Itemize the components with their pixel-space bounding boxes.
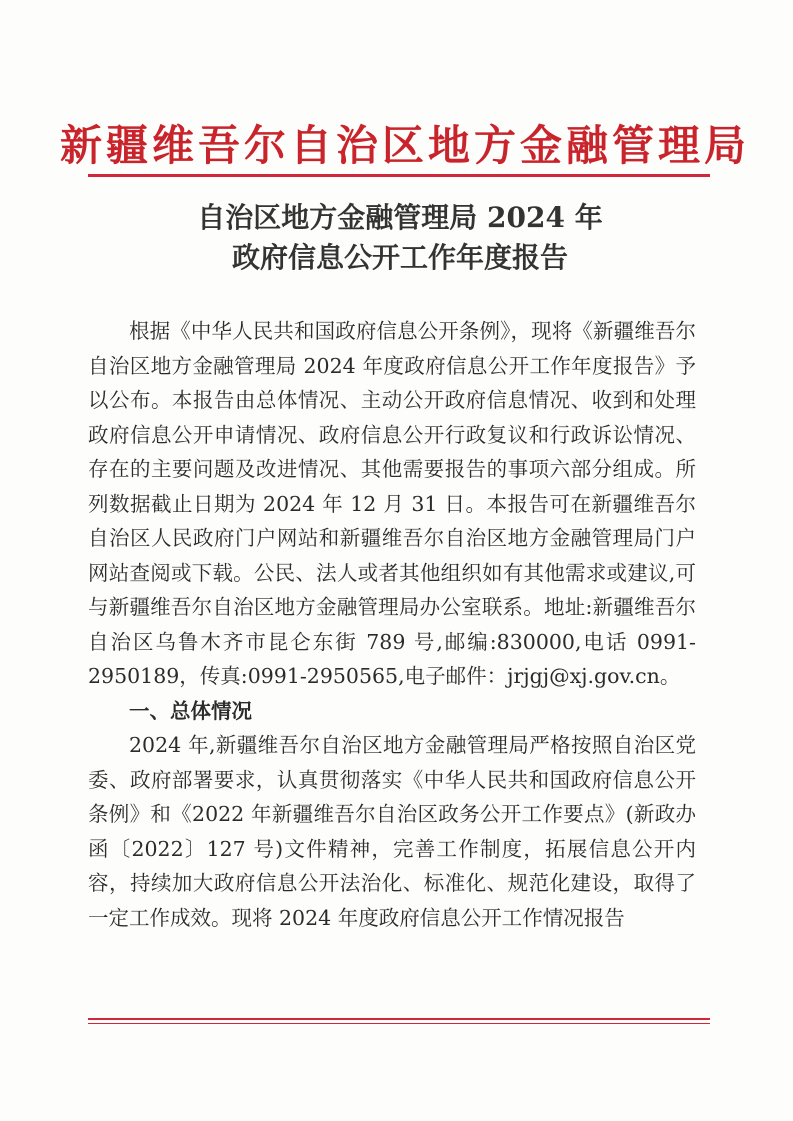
report-title (60, 198, 740, 278)
section-1-paragraph: 2024 年,新疆维吾尔自治区地方金融管理局严格按照自治区党委、政府部署要求，认真贯彻落实《中华人民共和国政府信息公开条例》和《2022 年新疆维吾尔自治区政务公开工作要点》(新政办函〔2022〕127 号)文件精神，完善工作制度，拓展信息公开内容，持续加大政府信息公开法治化、标准化、规范化建设，取得了一定工作成效。现将 2024 年度政府信息公开工作情况报告 (88, 733, 696, 930)
section-1-heading: 一、总体情况 (129, 698, 252, 723)
footer-red-rule-thin (88, 1023, 710, 1024)
letterhead-org-name: 新疆维吾尔自治区地方金融管理局 (60, 121, 751, 170)
report-title-line-1: 自治区地方金融管理局 2024 年 (197, 201, 603, 234)
report-body (88, 314, 696, 935)
intro-paragraph: 根据《中华人民共和国政府信息公开条例》，现将《新疆维吾尔自治区地方金融管理局 2024 年度政府信息公开工作年度报告》予以公布。本报告由总体情况、主动公开政府信息情况、收到和处理政府信息公开申请情况、政府信息公开行政复议和行政诉讼情况、存在的主要问题及改进情况、其他需要报告的事项六部分组成。所列数据截止日期为 2024 年 12 月 31 日。本报告可在新疆维吾尔自治区人民政府门户网站和新疆维吾尔自治区地方金融管理局门户网站查阅或下载。公民、法人或者其他组织如有其他需求或建议,可与新疆维吾尔自治区地方金融管理局办公室联系。地址:新疆维吾尔自治区乌鲁木齐市昆仑东街 789 号,邮编:830000,电话 0991-2950189，传真:0991-2950565,电子邮件：jrjgj@xj.gov.cn。 (88, 319, 696, 688)
footer-red-rule (88, 1018, 710, 1020)
report-title-line-2: 政府信息公开工作年度报告 (231, 241, 568, 274)
letterhead-red-rule (88, 174, 710, 177)
